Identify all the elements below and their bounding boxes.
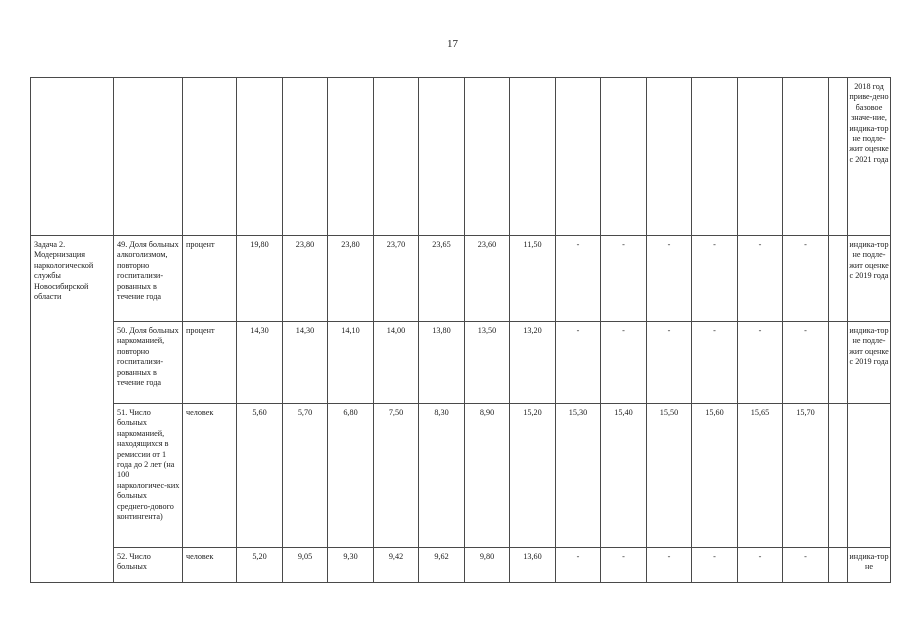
value-cell (283, 78, 328, 236)
unit-cell: процент (183, 322, 237, 404)
spacer-cell (829, 548, 848, 583)
value-cell: 13,60 (510, 548, 556, 583)
page-number: 17 (447, 38, 458, 50)
spacer-cell (829, 78, 848, 236)
spacer-cell (829, 236, 848, 322)
indicator-cell: 50. Доля больных наркоманией, повторно госпитализи-рованных в течение года (114, 322, 183, 404)
value-cell: 14,30 (283, 322, 328, 404)
value-cell: 15,60 (692, 404, 738, 548)
note-cell: индика-тор не подле-жит оценке с 2019 года (848, 322, 891, 404)
value-cell (601, 78, 647, 236)
value-cell: 9,62 (419, 548, 465, 583)
unit-cell: человек (183, 404, 237, 548)
value-cell (556, 78, 601, 236)
value-cell: - (601, 322, 647, 404)
value-cell (328, 78, 374, 236)
indicator-cell: 49. Доля больных алкоголизмом, повторно госпитализи-рованных в течение года (114, 236, 183, 322)
value-cell: 7,50 (374, 404, 419, 548)
table-row (31, 548, 891, 583)
value-cell: 15,65 (738, 404, 783, 548)
value-cell: - (738, 236, 783, 322)
value-cell: 8,90 (465, 404, 510, 548)
task-cell: Задача 2. Модернизация наркологической службы Новосибирской области (31, 236, 114, 583)
value-cell: - (556, 548, 601, 583)
value-cell: 9,30 (328, 548, 374, 583)
spacer-cell (829, 404, 848, 548)
value-cell: 9,42 (374, 548, 419, 583)
value-cell: 23,70 (374, 236, 419, 322)
indicator-table (30, 77, 891, 583)
value-cell: 23,80 (283, 236, 328, 322)
indicator-cell: 51. Число больных наркоманией, находящихся в ремиссии от 1 года до 2 лет (на 100 наркологичес-ких больных среднего-дового контингента) (114, 404, 183, 548)
value-cell: 15,50 (647, 404, 692, 548)
value-cell: - (783, 236, 829, 322)
value-cell: - (783, 322, 829, 404)
indicator-cell: 52. Число больных (114, 548, 183, 583)
value-cell: 5,70 (283, 404, 328, 548)
value-cell: - (556, 236, 601, 322)
value-cell: - (692, 548, 738, 583)
value-cell: 14,30 (237, 322, 283, 404)
value-cell: 13,80 (419, 322, 465, 404)
value-cell: 15,30 (556, 404, 601, 548)
value-cell: 23,60 (465, 236, 510, 322)
unit-cell: процент (183, 236, 237, 322)
note-cell: 2018 год приве-дено базовое значе-ние, индика-тор не подле-жит оценке с 2021 года (848, 78, 891, 236)
note-cell (848, 404, 891, 548)
value-cell (237, 78, 283, 236)
value-cell: 23,80 (328, 236, 374, 322)
value-cell: 23,65 (419, 236, 465, 322)
value-cell (647, 78, 692, 236)
note-cell: индика-тор не подле-жит оценке с 2019 года (848, 236, 891, 322)
value-cell: 15,70 (783, 404, 829, 548)
value-cell (374, 78, 419, 236)
value-cell: 14,00 (374, 322, 419, 404)
value-cell: - (601, 548, 647, 583)
indicator-cell (114, 78, 183, 236)
value-cell: - (647, 548, 692, 583)
value-cell: 5,60 (237, 404, 283, 548)
value-cell: 8,30 (419, 404, 465, 548)
value-cell (783, 78, 829, 236)
value-cell: - (692, 236, 738, 322)
value-cell: - (601, 236, 647, 322)
value-cell (465, 78, 510, 236)
value-cell: - (692, 322, 738, 404)
value-cell: 5,20 (237, 548, 283, 583)
value-cell: 19,80 (237, 236, 283, 322)
value-cell: - (556, 322, 601, 404)
value-cell: - (647, 236, 692, 322)
value-cell: - (783, 548, 829, 583)
value-cell: 11,50 (510, 236, 556, 322)
value-cell (510, 78, 556, 236)
value-cell: 14,10 (328, 322, 374, 404)
value-cell: - (738, 322, 783, 404)
spacer-cell (829, 322, 848, 404)
task-cell (31, 78, 114, 236)
value-cell (419, 78, 465, 236)
unit-cell: человек (183, 548, 237, 583)
table-row (31, 236, 891, 322)
note-cell: индика-тор не (848, 548, 891, 583)
value-cell (738, 78, 783, 236)
value-cell: - (647, 322, 692, 404)
unit-cell (183, 78, 237, 236)
value-cell: 9,05 (283, 548, 328, 583)
value-cell (692, 78, 738, 236)
table-row (31, 322, 891, 404)
value-cell: 13,50 (465, 322, 510, 404)
value-cell: 6,80 (328, 404, 374, 548)
value-cell: - (738, 548, 783, 583)
value-cell: 15,20 (510, 404, 556, 548)
value-cell: 9,80 (465, 548, 510, 583)
table-row (31, 78, 891, 236)
value-cell: 15,40 (601, 404, 647, 548)
table-row (31, 404, 891, 548)
value-cell: 13,20 (510, 322, 556, 404)
